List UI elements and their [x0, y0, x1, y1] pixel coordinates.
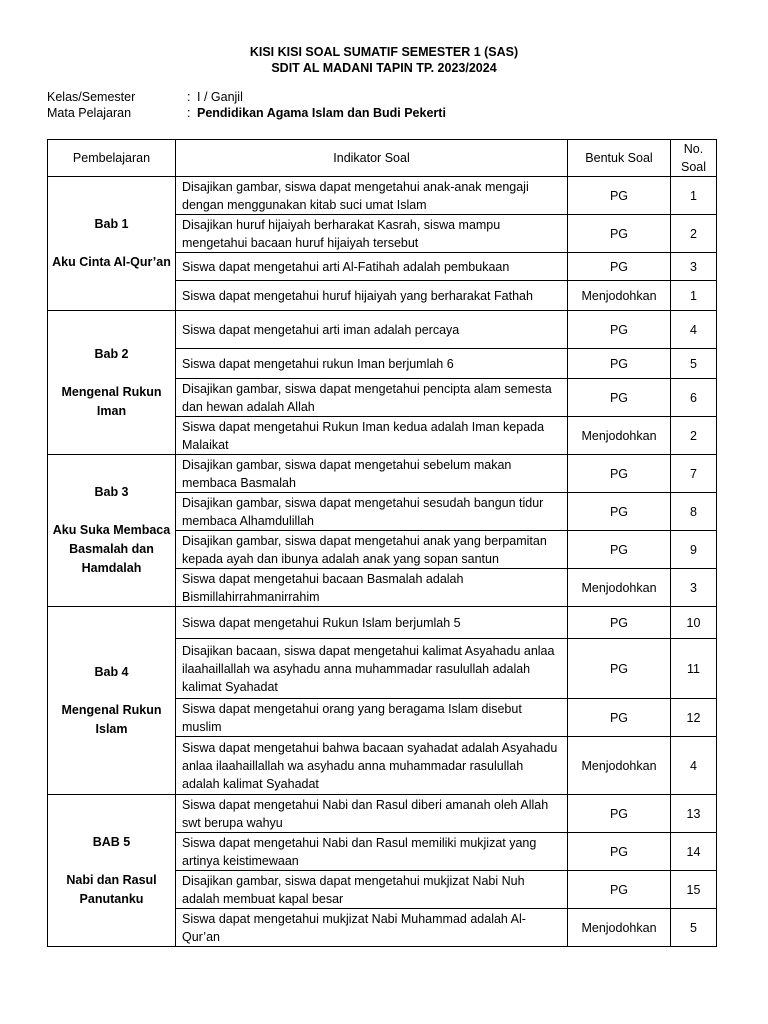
no-soal-cell: 7	[671, 455, 717, 493]
mapel-value: Pendidikan Agama Islam dan Budi Pekerti	[197, 106, 446, 120]
bentuk-soal-cell: PG	[568, 177, 671, 215]
kelas-separator: :	[187, 90, 191, 104]
bentuk-soal-cell: PG	[568, 607, 671, 639]
indikator-cell: Siswa dapat mengetahui arti iman adalah percaya	[176, 311, 568, 349]
mapel-separator: :	[187, 106, 191, 120]
no-soal-cell: 10	[671, 607, 717, 639]
mapel-label: Mata Pelajaran	[47, 106, 132, 120]
kisi-table	[47, 139, 717, 947]
chapter-cell	[48, 177, 176, 311]
document-title: KISI KISI SOAL SUMATIF SEMESTER 1 (SAS)	[249, 45, 519, 59]
no-soal-cell: 2	[671, 417, 717, 455]
no-soal-cell: 1	[671, 177, 717, 215]
bentuk-soal-cell: PG	[568, 253, 671, 281]
header-pembelajaran: Pembelajaran	[48, 140, 176, 177]
indikator-cell: Disajikan huruf hijaiyah berharakat Kasrah, siswa mampu mengetahui bacaan huruf hijaiyah tersebut	[176, 215, 568, 253]
bentuk-soal-cell: PG	[568, 699, 671, 737]
chapter-cell	[48, 455, 176, 607]
chapter-title: Mengenal Rukun Islam	[61, 702, 162, 736]
indikator-cell: Disajikan gambar, siswa dapat mengetahui anak-anak mengaji dengan menggunakan kitab suci umat Islam	[176, 177, 568, 215]
chapter-number: BAB 5	[92, 834, 131, 849]
indikator-cell: Disajikan gambar, siswa dapat mengetahui pencipta alam semesta dan hewan adalah Allah	[176, 379, 568, 417]
bentuk-soal-cell: PG	[568, 531, 671, 569]
indikator-cell: Siswa dapat mengetahui bahwa bacaan syahadat adalah Asyahadu anlaa ilaahaillallah wa asyhadu anna muhammadar rasulullah adalah kalimat Syahadat	[176, 737, 568, 795]
bentuk-soal-cell: PG	[568, 871, 671, 909]
chapter-number: Bab 1	[94, 217, 129, 231]
bentuk-soal-cell: PG	[568, 493, 671, 531]
no-soal-cell: 5	[671, 909, 717, 947]
chapter-cell	[48, 311, 176, 455]
table-row	[48, 177, 717, 215]
bentuk-soal-cell: Menjodohkan	[568, 281, 671, 311]
indikator-cell: Siswa dapat mengetahui Nabi dan Rasul diberi amanah oleh Allah swt berupa wahyu	[176, 795, 568, 833]
header-indikator: Indikator Soal	[176, 140, 568, 177]
indikator-cell: Siswa dapat mengetahui Nabi dan Rasul memiliki mukjizat yang artinya keistimewaan	[176, 833, 568, 871]
bentuk-soal-cell: Menjodohkan	[568, 737, 671, 795]
table-body	[48, 177, 717, 947]
indikator-cell: Disajikan bacaan, siswa dapat mengetahui kalimat Asyahadu anlaa ilaahaillallah wa asyhadu anna muhammadar rasulullah adalah kalimat Syahadat	[176, 639, 568, 699]
bentuk-soal-cell: PG	[568, 795, 671, 833]
chapter-number: Bab 3	[94, 485, 129, 499]
chapter-cell	[48, 607, 176, 795]
indikator-cell: Disajikan gambar, siswa dapat mengetahui anak yang berpamitan kepada ayah dan ibunya adalah anak yang sopan santun	[176, 531, 568, 569]
no-soal-cell: 3	[671, 253, 717, 281]
header-bentuk: Bentuk Soal	[568, 140, 671, 177]
chapter-title: Nabi dan Rasul Panutanku	[66, 872, 157, 906]
no-soal-cell: 2	[671, 215, 717, 253]
document-subtitle: SDIT AL MADANI TAPIN TP. 2023/2024	[271, 61, 497, 75]
bentuk-soal-cell: Menjodohkan	[568, 417, 671, 455]
chapter-title: Aku Cinta Al-Qur’an	[52, 255, 171, 269]
indikator-cell: Siswa dapat mengetahui huruf hijaiyah yang berharakat Fathah	[176, 281, 568, 311]
no-soal-cell: 8	[671, 493, 717, 531]
indikator-cell: Siswa dapat mengetahui mukjizat Nabi Muhammad adalah Al-Qur’an	[176, 909, 568, 947]
bentuk-soal-cell: Menjodohkan	[568, 569, 671, 607]
indikator-cell: Siswa dapat mengetahui rukun Iman berjumlah 6	[176, 349, 568, 379]
kelas-label: Kelas/Semester	[47, 90, 136, 104]
kelas-value: I / Ganjil	[197, 90, 243, 104]
no-soal-cell: 12	[671, 699, 717, 737]
indikator-cell: Disajikan gambar, siswa dapat mengetahui sesudah bangun tidur membaca Alhamdulillah	[176, 493, 568, 531]
no-soal-cell: 13	[671, 795, 717, 833]
indikator-cell: Siswa dapat mengetahui orang yang beragama Islam disebut muslim	[176, 699, 568, 737]
indikator-cell: Siswa dapat mengetahui arti Al-Fatihah adalah pembukaan	[176, 253, 568, 281]
indikator-cell: Disajikan gambar, siswa dapat mengetahui sebelum makan membaca Basmalah	[176, 455, 568, 493]
chapter-number: Bab 2	[94, 346, 129, 361]
chapter-title: Mengenal Rukun Iman	[61, 384, 162, 418]
no-soal-cell: 11	[671, 639, 717, 699]
indikator-cell: Siswa dapat mengetahui Rukun Islam berjumlah 5	[176, 607, 568, 639]
bentuk-soal-cell: PG	[568, 215, 671, 253]
bentuk-soal-cell: Menjodohkan	[568, 909, 671, 947]
no-soal-cell: 4	[671, 311, 717, 349]
chapter-cell	[48, 795, 176, 947]
indikator-cell: Siswa dapat mengetahui bacaan Basmalah adalah Bismillahirrahmanirrahim	[176, 569, 568, 607]
table-row	[48, 795, 717, 833]
no-soal-cell: 5	[671, 349, 717, 379]
table-row	[48, 311, 717, 349]
bentuk-soal-cell: PG	[568, 379, 671, 417]
bentuk-soal-cell: PG	[568, 349, 671, 379]
table-row	[48, 455, 717, 493]
no-soal-cell: 9	[671, 531, 717, 569]
table-row	[48, 607, 717, 639]
header-no-soal: No. Soal	[671, 140, 717, 177]
indikator-cell: Disajikan gambar, siswa dapat mengetahui mukjizat Nabi Nuh adalah membuat kapal besar	[176, 871, 568, 909]
bentuk-soal-cell: PG	[568, 639, 671, 699]
no-soal-cell: 6	[671, 379, 717, 417]
chapter-title: Aku Suka Membaca Basmalah dan Hamdalah	[52, 523, 171, 575]
no-soal-cell: 1	[671, 281, 717, 311]
bentuk-soal-cell: PG	[568, 311, 671, 349]
chapter-number: Bab 4	[94, 664, 129, 679]
no-soal-cell: 3	[671, 569, 717, 607]
no-soal-cell: 4	[671, 737, 717, 795]
no-soal-cell: 15	[671, 871, 717, 909]
bentuk-soal-cell: PG	[568, 833, 671, 871]
bentuk-soal-cell: PG	[568, 455, 671, 493]
indikator-cell: Siswa dapat mengetahui Rukun Iman kedua adalah Iman kepada Malaikat	[176, 417, 568, 455]
no-soal-cell: 14	[671, 833, 717, 871]
